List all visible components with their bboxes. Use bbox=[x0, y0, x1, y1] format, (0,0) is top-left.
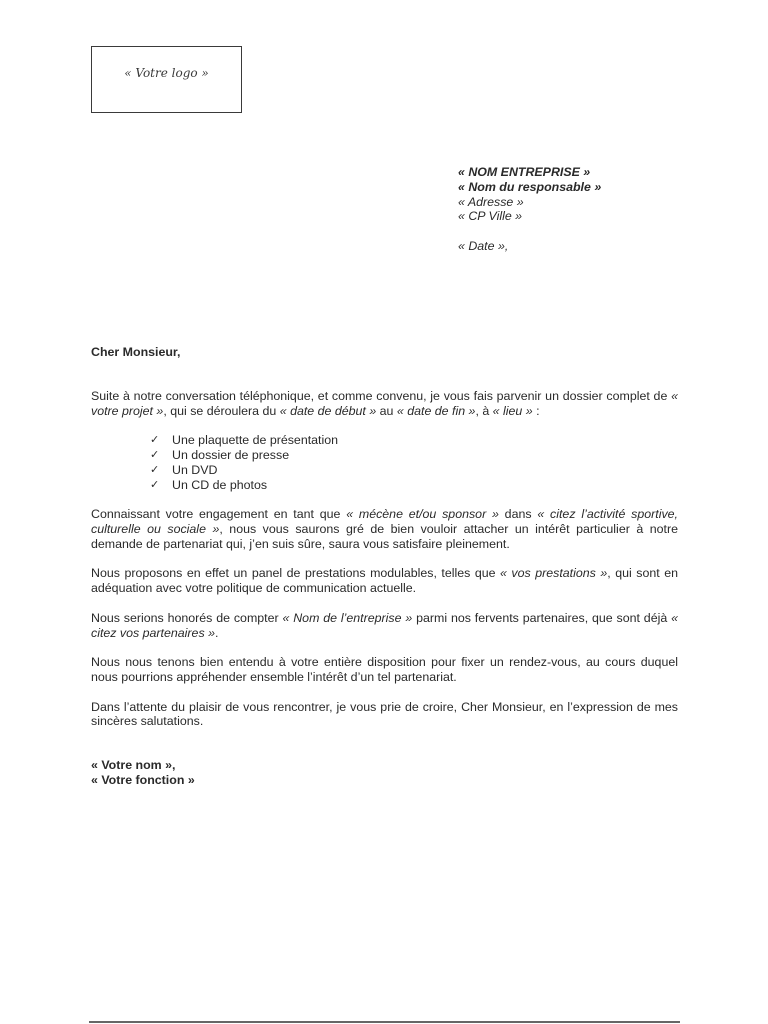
logo-placeholder bbox=[91, 46, 242, 113]
paragraph-intro bbox=[91, 389, 678, 419]
list-item bbox=[150, 478, 678, 493]
list-item-label: Un DVD bbox=[172, 462, 218, 477]
list-item-label: Une plaquette de présentation bbox=[172, 433, 339, 448]
placeholder-location: « lieu » bbox=[492, 403, 533, 418]
text: , nous vous saurons gré de bien vouloir attacher un intérêt particulier à notre demande de partenariat qui, j’en suis sûre, saura vous satisfaire pleinement. bbox=[91, 521, 678, 551]
list-item-label: Un dossier de presse bbox=[172, 447, 290, 462]
text: Nous proposons en effet un panel de prestations modulables, telles que bbox=[91, 566, 501, 581]
text: dans bbox=[498, 507, 538, 522]
placeholder-activity: « citez l’activité sportive, culturelle ou sociale » bbox=[91, 507, 679, 536]
letter-body bbox=[91, 345, 678, 788]
enclosure-checklist bbox=[91, 433, 678, 492]
signature-role: « Votre fonction » bbox=[91, 772, 195, 787]
placeholder-sponsor-type: « mécène et/ou sponsor » bbox=[346, 507, 499, 522]
checkmark-icon: ✓ bbox=[150, 434, 160, 447]
text: , à bbox=[475, 403, 493, 418]
checkmark-icon: ✓ bbox=[150, 448, 160, 461]
spacer bbox=[458, 224, 718, 239]
placeholder-project: « votre projet » bbox=[91, 388, 678, 418]
list-item bbox=[150, 463, 678, 478]
text: Suite à notre conversation téléphonique, et comme convenu, je vous fais parvenir un dossier complet de bbox=[91, 388, 672, 403]
recipient-address: « Adresse » bbox=[458, 194, 524, 209]
paragraph-closing: Dans l’attente du plaisir de vous rencontrer, je vous prie de croire, Cher Monsieur, en l’expression de mes sincères salutations. bbox=[91, 699, 678, 729]
text: , qui sont en adéquation avec votre politique de communication actuelle. bbox=[91, 566, 678, 596]
placeholder-end-date: « date de fin » bbox=[396, 403, 476, 418]
placeholder-partners: « citez vos partenaires » bbox=[91, 610, 678, 640]
footer-divider bbox=[89, 1021, 680, 1023]
recipient-city: « CP Ville » bbox=[458, 209, 523, 224]
letter-date: « Date », bbox=[458, 238, 509, 253]
list-item bbox=[150, 448, 678, 463]
checkmark-icon: ✓ bbox=[150, 463, 160, 476]
paragraph-availability: Nous nous tenons bien entendu à votre entière disposition pour fixer un rendez-vous, au cours duquel nous pourrions appréhender ensemble l’intérêt d’un tel partenariat. bbox=[91, 655, 678, 684]
text: au bbox=[376, 403, 397, 418]
recipient-company: « NOM ENTREPRISE » bbox=[458, 165, 591, 179]
paragraph-services bbox=[91, 566, 678, 596]
text: Nous serions honorés de compter bbox=[91, 610, 283, 625]
paragraph-partners bbox=[91, 611, 678, 641]
text: : bbox=[532, 403, 540, 418]
placeholder-company-name: « Nom de l’entreprise » bbox=[282, 610, 413, 625]
checkmark-icon: ✓ bbox=[150, 478, 160, 491]
list-item bbox=[150, 433, 678, 448]
recipient-address-block bbox=[458, 165, 718, 254]
placeholder-start-date: « date de début » bbox=[279, 403, 377, 418]
text: , qui se déroulera du bbox=[163, 403, 280, 418]
text: Connaissant votre engagement en tant que bbox=[91, 507, 347, 522]
signature-block bbox=[91, 758, 678, 788]
list-item-label: Un CD de photos bbox=[172, 477, 268, 492]
paragraph-engagement bbox=[91, 507, 678, 551]
placeholder-services: « vos prestations » bbox=[500, 566, 608, 581]
text: parmi nos fervents partenaires, que sont déjà bbox=[412, 610, 672, 625]
text: . bbox=[214, 625, 219, 640]
logo-text: « Votre logo » bbox=[124, 66, 209, 81]
signature-name: « Votre nom », bbox=[91, 758, 176, 773]
recipient-contact: « Nom du responsable » bbox=[458, 179, 602, 194]
salutation: Cher Monsieur, bbox=[91, 345, 181, 359]
